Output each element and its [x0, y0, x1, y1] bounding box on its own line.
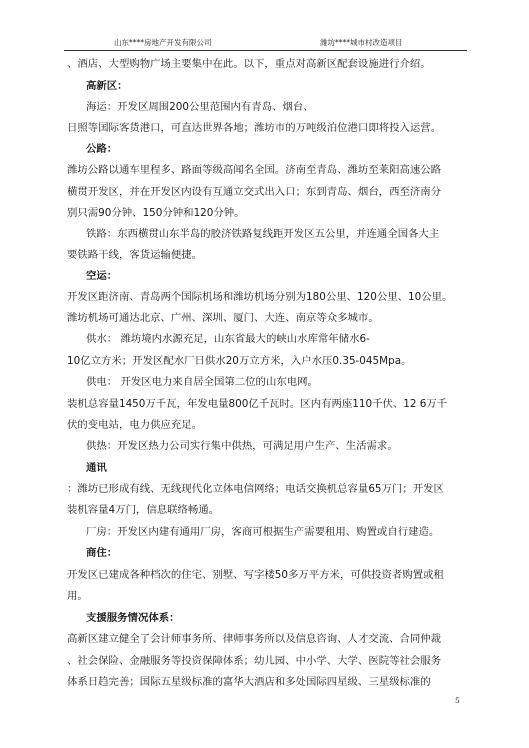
text-line: 铁路：东西横贯山东半岛的胶济铁路复线距开发区五公里，并连通全国各大主: [86, 228, 440, 240]
text-line: 开发区已建成各种档次的住宅、别墅、写字楼50多万平方米，可供投资者购置或租: [67, 569, 444, 581]
text-line: 别只需90分钟、150分钟和120分钟。: [67, 207, 245, 219]
section-heading: 高新区：: [86, 80, 128, 92]
page-number: 5: [455, 696, 460, 705]
page-header: [66, 36, 468, 50]
text-line: 供电： 开发区电力来自居全国第二位的山东电网。: [86, 376, 318, 388]
text-line: 伏的变电站，电力供应充足。: [67, 419, 203, 431]
text-line: 体系日趋完善；国际五星级标准的富华大酒店和多处国际四星级、三星级标准的: [67, 676, 431, 688]
text-line: 日照等国际客货港口，可直达世界各地；潍坊市的万吨级泊位港口即将投入运营。: [67, 122, 442, 134]
text-line: 装机容量4万门，信息联络畅通。: [67, 504, 220, 516]
text-line: 要铁路干线，客货运输便捷。: [67, 249, 203, 261]
section-heading: 支援服务情况体系：: [86, 612, 180, 624]
text-line: 海运：开发区周围200公里范围内有青岛、烟台、: [86, 101, 314, 113]
header-company: 山东****房地产开发有限公司: [114, 38, 212, 47]
header-project: 潍坊****城市村改造项目: [320, 38, 403, 47]
text-line: 潍坊机场可通达北京、广州、深圳、厦门、大连、南京等众多城市。: [67, 312, 379, 324]
text-line: 10亿立方米；开发区配水厂日供水20万立方米，入户水压0.35-045Mpa。: [67, 355, 412, 367]
subheading: 通讯: [86, 462, 107, 474]
text-line: 供热：开发区热力公司实行集中供热，可满足用户生产、生活需求。: [86, 440, 398, 452]
header-rule: [64, 50, 467, 51]
text-line: 高新区建立健全了会计师事务所、律师事务所以及信息咨询、人才交流、合同仲裁: [67, 633, 442, 645]
text-line: 供水： 潍坊境内水源充足，山东省最大的峡山水库常年储水6-: [86, 333, 370, 345]
text-line: 、酒店、大型购物广场主要集中在此。以下，重点对高新区配套设施进行介绍。: [67, 58, 431, 70]
text-line: 、社会保险、金融服务等投资保障体系；幼儿园、中小学、大学、医院等社会服务: [67, 655, 442, 667]
text-line: 用。: [67, 590, 88, 602]
text-line: 潍坊公路以通车里程多、路面等级高闻名全国。济南至青岛、潍坊至莱阳高速公路: [67, 164, 442, 176]
subheading: 公路：: [86, 143, 118, 155]
text-line: 厂房：开发区内建有通用厂房，客商可根据生产需要租用、购置或自行建造。: [86, 526, 440, 538]
subheading: 空运：: [86, 270, 118, 282]
text-line: 开发区距济南、青岛两个国际机场和潍坊机场分别为180公里、120公里、10公里。: [67, 291, 453, 303]
text-line: 横贯开发区，并在开发区内设有互通立交式出入口；东到青岛、烟台，西至济南分: [67, 186, 442, 198]
text-line: ：潍坊已形成有线、无线现代化立体电信网络；电话交换机总容量65万门；开发区: [67, 483, 444, 495]
text-line: 装机总容量1450万千瓦，年发电量800亿千瓦时。区内有两座110千伏、12 6万千: [67, 398, 448, 410]
subheading: 商住：: [86, 547, 118, 559]
